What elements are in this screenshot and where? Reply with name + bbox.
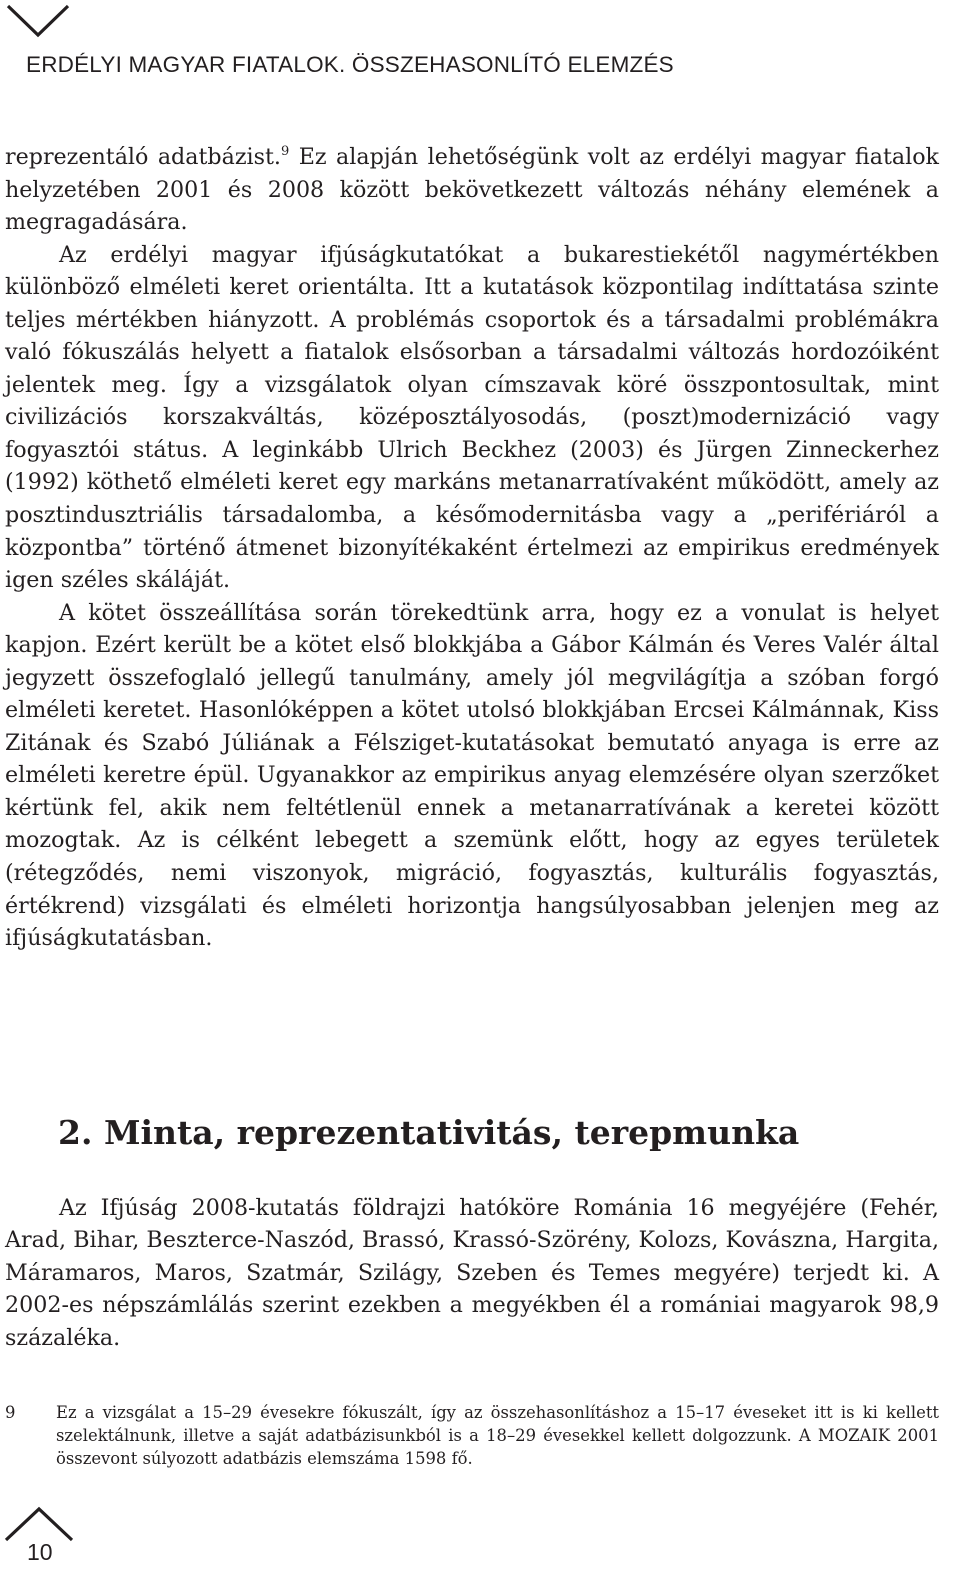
body-paragraph-3: A kötet összeállítása során törekedtünk arra, hogy ez a vonulat is helyet kapjon. Ezért került be a kötet első blokkjába a Gábor Kálmán és Veres Valér által jegyzett összefoglaló jellegű tanulmány, amely jól megvilágítja a szóban forgó elméleti keretet. Hasonlóképpen a kötet utolsó blokkjában Ercsei Kálmánnak, Kiss Zitának és Szabó Júliának a Félsziget-kutatásokat bemutató anyaga is erre az elméleti keretre épül. Ugyanakkor az empirikus anyag elemzésére olyan szerzőket kértünk fel, akik nem feltétlenül ennek a metanarratívának a keretei között mozogtak. Az is célként lebegett a szemünk előtt, hogy az egyes területek (rétegződés, nemi viszonyok, migráció, fogyasztás, kulturális fogyasztás, értékrend) vizsgálati és elméleti horizontja hangsúlyosabban jelenjen meg az ifjúságkutatásban. — [5, 599, 939, 952]
body-paragraph-2: Az erdélyi magyar ifjúságkutatókat a bukarestiekétől nagymértékben különböző elméleti keret orientálta. Itt a kutatások központilag indíttatása szinte teljes mértékben hiányzott. A problémás csoportok és a társadalmi problémákra való fókuszálás helyett a fiatalok elsősorban a társadalmi változás hordozóiként jelentek meg. Így a vizsgálatok olyan címszavak köré összpontosultak, mint civilizációs korszakváltás, középosztályosodás, (poszt)modernizáció vagy fogyasztói státus. A leginkább Ulrich Beckhez (2003) és Jürgen Zinneckerhez (1992) köthető elméleti keret egy markáns metanarratívaként működött, amely az posztindusztriális társadalomba, a későmodernitásba vagy a „perifériáról a központba” történő átmenet bizonyítékaként értelmezi az empirikus eredmények igen széles skáláját. — [5, 241, 939, 594]
section-paragraph: Az Ifjúság 2008-kutatás földrajzi hatóköre Románia 16 megyéjére (Fehér, Arad, Bihar, Beszterce-Naszód, Brassó, Krassó-Szörény, Kolozs, Kovászna, Hargita, Máramaros, Maros, Szatmár, Szilágy, Szeben és Temes megyére) terjedt ki. A 2002-es népszámlálás szerint ezekben a megyékben él a romániai magyarok 98,9 százaléka. — [5, 1195, 939, 1351]
body-paragraph-1-start: reprezentáló adatbázist. — [5, 144, 281, 170]
chevron-down-icon — [6, 4, 70, 38]
running-head: ERDÉLYI MAGYAR FIATALOK. ÖSSZEHASONLÍTÓ ELEMZÉS — [26, 52, 674, 77]
footnote-text: Ez a vizsgálat a 15–29 évesekre fókuszált, így az összehasonlításhoz a 15–17 éveseket itt is ki kellett szelektálnunk, illetve a saját adatbázisunkból is a 18–29 évesekkel kellett dolgozzunk. A MOZAIK 2001 összevont súlyozott adatbázis elemszáma 1598 fő. — [56, 1403, 939, 1468]
body-paragraph-1 — [5, 141, 939, 239]
footnote — [5, 1401, 939, 1470]
footnote-number: 9 — [5, 1403, 16, 1422]
section-heading: 2. Minta, reprezentativitás, terepmunka — [58, 1113, 800, 1152]
footnote-reference[interactable]: 9 — [280, 144, 290, 159]
chevron-up-icon — [4, 1506, 74, 1542]
section-text — [5, 1192, 939, 1354]
body-text — [5, 141, 939, 955]
page-number: 10 — [27, 1539, 53, 1565]
body-paragraph-1-rest: Ez alapján lehetőségünk volt az erdélyi magyar fiatalok helyzetében 2001 és 2008 között bekövetkezett változás néhány elemének a megragadására. — [5, 144, 940, 236]
